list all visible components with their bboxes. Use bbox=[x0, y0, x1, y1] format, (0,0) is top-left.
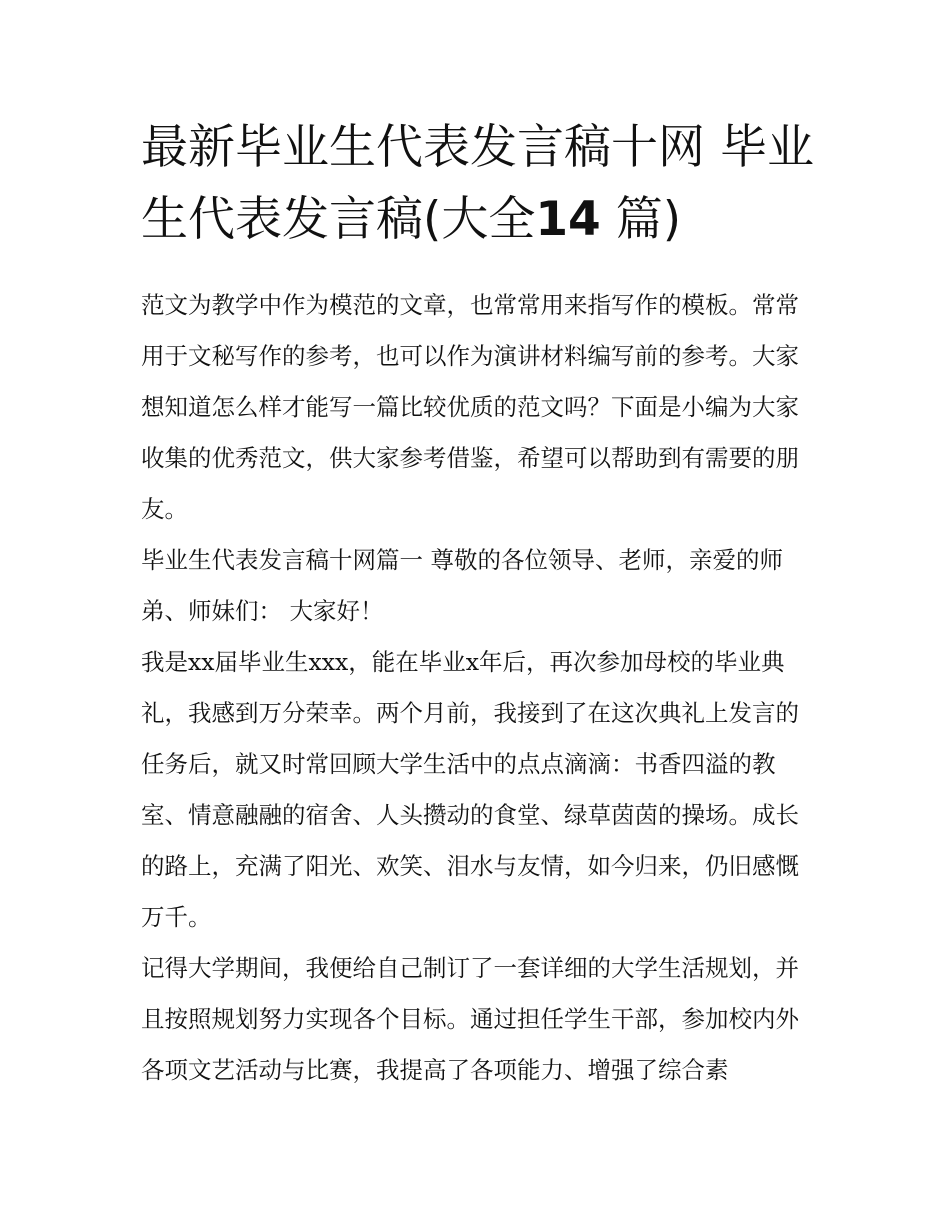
document-body bbox=[141, 280, 821, 1096]
document-title bbox=[141, 112, 821, 256]
paragraph-university-plan: 记得大学期间，我便给自己制订了一套详细的大学生活规划，并且按照规划努力实现各个目标。通过担任学生干部，参加校内外各项文艺活动与比赛，我提高了各项能力、增强了综合素 bbox=[141, 954, 799, 1084]
title-number: 14 bbox=[535, 192, 601, 247]
title-text: 最新毕业生代表发言稿十网 毕业生代表发言稿(大全 bbox=[141, 120, 814, 247]
paragraph-intro: 范文为教学中作为模范的文章，也常常用来指写作的模板。常常用于文秘写作的参考，也可以作为演讲材料编写前的参考。大家想知道怎么样才能写一篇比较优质的范文吗？下面是小编为大家收集的优秀范文，供大家参考借鉴，希望可以帮助到有需要的朋友。 bbox=[141, 291, 799, 523]
paragraph-self-intro: 我是xx届毕业生xxx，能在毕业x年后，再次参加母校的毕业典礼，我感到万分荣幸。两个月前，我接到了在这次典礼上发言的任务后，就又时常回顾大学生活中的点点滴滴：书香四溢的教室、情意融融的宿舍、人头攒动的食堂、绿草茵茵的操场。成长的路上，充满了阳光、欢笑、泪水与友情，如今归来，仍旧感慨万千。 bbox=[141, 648, 799, 931]
title-suffix: 篇) bbox=[615, 192, 682, 247]
paragraph-greeting: 毕业生代表发言稿十网篇一 尊敬的各位领导、老师，亲爱的师弟、师妹们： 大家好！ bbox=[141, 546, 783, 625]
